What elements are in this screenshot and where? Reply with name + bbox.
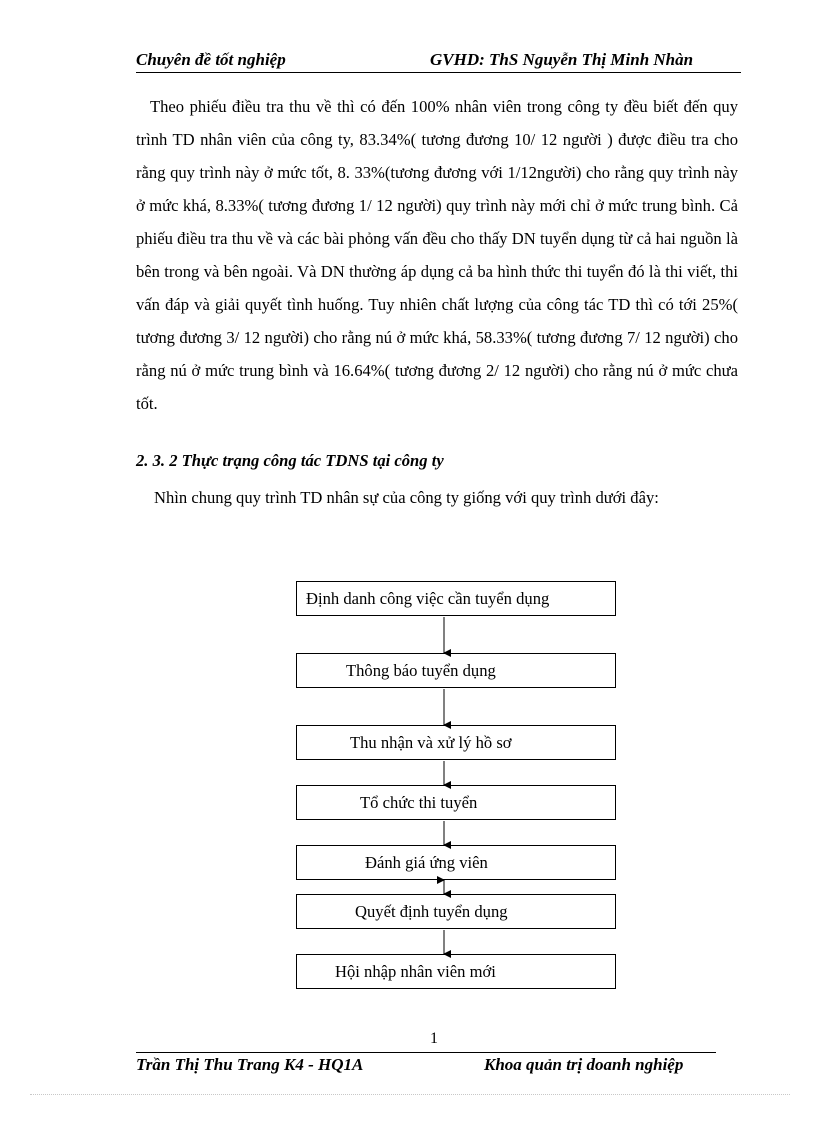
flow-step-4-label: Tổ chức thi tuyển — [360, 793, 478, 812]
header-left-text: Chuyên đề tốt nghiệp — [136, 50, 286, 69]
flow-step-2 — [296, 653, 616, 688]
section-heading: 2. 3. 2 Thực trạng công tác TDNS tại công ty — [136, 451, 444, 470]
header-right-text: GVHD: ThS Nguyễn Thị Minh Nhàn — [430, 50, 694, 69]
flow-step-3-label: Thu nhận và xử lý hồ sơ — [350, 733, 512, 752]
footer-right-text: Khoa quản trị doanh nghiệp — [484, 1055, 684, 1074]
flow-step-6 — [296, 894, 616, 929]
flow-step-5 — [296, 845, 616, 880]
body-paragraph-1: Theo phiếu điều tra thu về thì có đến 100% nhân viên trong công ty đều biết đến quy trình TD nhân viên của công ty, 83.34%( tương đương 10/ 12 người ) được điều tra cho rằng quy trình này ở mức tốt, 8. 33%(tương đương với 1/12người) cho rằng quy trình này ở mức khá, 8.33%( tương đương 1/ 12 người) quy trình này mới chỉ ở mức trung bình. Cả phiếu điều tra thu về và các bài phỏng vấn đều cho thấy DN tuyển dụng từ cả hai nguồn là bên trong và bên ngoài. Và DN thường áp dụng cả ba hình thức thi tuyển đó là thi viết, thi vấn đáp và giải quyết tình huống. Tuy nhiên chất lượng của công tác TD thì có tới 25%( tương đương 3/ 12 người) cho rằng nú ở mức khá, 58.33%( tương đương 7/ 12 người) cho rằng nú ở mức trung bình và 16.64%( tương đương 2/ 12 người) cho rằng nú ở mức chưa tốt. — [136, 97, 738, 413]
bottom-dotted-rule — [30, 1094, 790, 1095]
body-paragraph-2: Nhìn chung quy trình TD nhân sự của công ty giống với quy trình dưới đây: — [154, 488, 659, 507]
flow-step-3 — [296, 725, 616, 760]
flow-step-4 — [296, 785, 616, 820]
flow-step-5-label: Đánh giá ứng viên — [365, 853, 488, 872]
flow-step-1 — [296, 581, 616, 616]
footer-left-text: Trần Thị Thu Trang K4 - HQ1A — [136, 1055, 364, 1074]
flow-step-6-label: Quyết định tuyển dụng — [355, 902, 508, 921]
flow-step-2-label: Thông báo tuyển dụng — [346, 661, 496, 680]
flow-step-1-label: Định danh công việc cần tuyển dụng — [306, 589, 550, 608]
flow-step-7 — [296, 954, 616, 989]
page-number: 1 — [430, 1030, 438, 1047]
page-footer — [136, 1052, 716, 1075]
flow-step-7-label: Hội nhập nhân viên mới — [335, 962, 496, 981]
